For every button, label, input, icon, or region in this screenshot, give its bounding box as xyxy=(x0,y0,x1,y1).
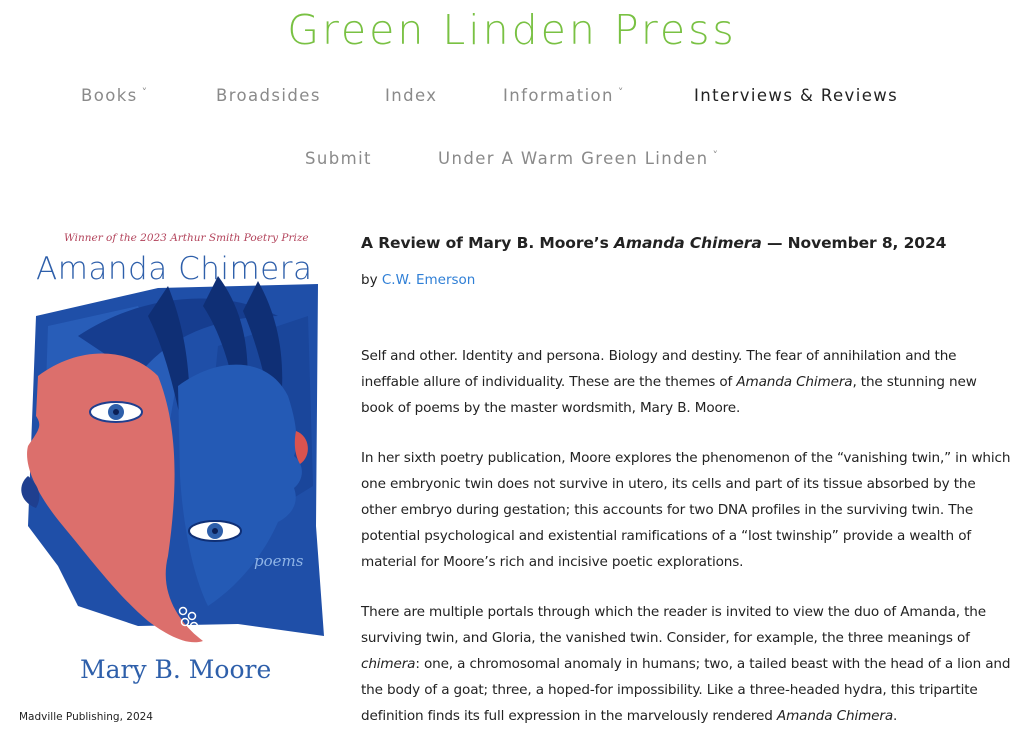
headline-prefix: A Review of Mary B. Moore’s xyxy=(361,234,614,252)
headline-book-title: Amanda Chimera xyxy=(614,234,762,252)
nav-under-a-warm-green-linden[interactable] xyxy=(438,148,719,172)
cover-title-text: Amanda Chimera xyxy=(36,251,313,287)
paragraph-2: In her sixth poetry publication, Moore explores the phenomenon of the “vanishing twin,” in which one embryonic twin does not survive in utero, its cells and part of its tissue absorbed by the other embryo during gestation; this accounts for two DNA profiles in the surviving twin. The potential psychological and existential ramifications of a “lost twinship” provide a wealth of material for Moore’s rich and incisive poetic explorations. xyxy=(361,450,1011,570)
nav-linden-label: Under A Warm Green Linden xyxy=(438,149,709,168)
nav-index[interactable]: Index xyxy=(385,86,438,105)
cover-caption: Madville Publishing, 2024 xyxy=(19,711,153,723)
cover-prize-text: Winner of the 2023 Arthur Smith Poetry Prize xyxy=(64,232,309,244)
author-link[interactable]: C.W. Emerson xyxy=(381,272,476,288)
cover-author-text: Mary B. Moore xyxy=(80,655,272,684)
article xyxy=(361,228,1013,729)
chevron-down-icon: ˅ xyxy=(712,149,720,162)
chevron-down-icon: ˅ xyxy=(617,86,625,99)
paragraph-1-text-b: , the stunning new book of poems by the master wordsmith, Mary B. Moore. xyxy=(361,374,977,416)
paragraph-1-text-a: Self and other. Identity and persona. Biology and destiny. The fear of annihilation and the ineffable allure of individuality. These are the themes of xyxy=(361,348,957,390)
paragraph-3-text-a: There are multiple portals through which the reader is invited to view the duo of Amanda, the surviving twin, and Gloria, the vanished twin. Consider, for example, the three meanings of xyxy=(361,604,986,646)
paragraph-3-text-b: : one, a chromosomal anomaly in humans; two, a tailed beast with the head of a lion and the body of a goat; three, a hoped-for impossibility. Like a three-headed hydra, this tripartite definition finds its full expression in the marvelously rendered xyxy=(361,656,1011,724)
cover-subtitle-text: poems xyxy=(254,552,304,570)
chevron-down-icon: ˅ xyxy=(141,86,149,99)
article-headline xyxy=(361,228,1013,258)
paragraph-3-text-c: . xyxy=(893,708,898,724)
headline-date: — November 8, 2024 xyxy=(761,234,947,252)
nav-interviews-reviews[interactable]: Interviews & Reviews xyxy=(694,86,899,105)
byline xyxy=(361,269,1013,291)
nav-submit[interactable]: Submit xyxy=(305,149,372,168)
book-cover-image xyxy=(18,226,324,694)
book-cover-art xyxy=(18,226,324,694)
nav-broadsides[interactable]: Broadsides xyxy=(216,86,321,105)
site-title[interactable]: Green Linden Press xyxy=(287,6,737,54)
nav-information-label: Information xyxy=(503,86,614,105)
paragraph-1-emphasis: Amanda Chimera xyxy=(736,374,853,390)
paragraph-3-emphasis-b: Amanda Chimera xyxy=(776,708,893,724)
nav-books[interactable] xyxy=(81,85,149,109)
nav-information[interactable] xyxy=(503,85,625,109)
paragraph-3 xyxy=(361,599,1013,729)
paragraph-3-emphasis-a: chimera xyxy=(361,656,416,672)
paragraph-1 xyxy=(361,343,1013,421)
nav-books-label: Books xyxy=(81,86,138,105)
byline-by: by xyxy=(361,272,382,288)
